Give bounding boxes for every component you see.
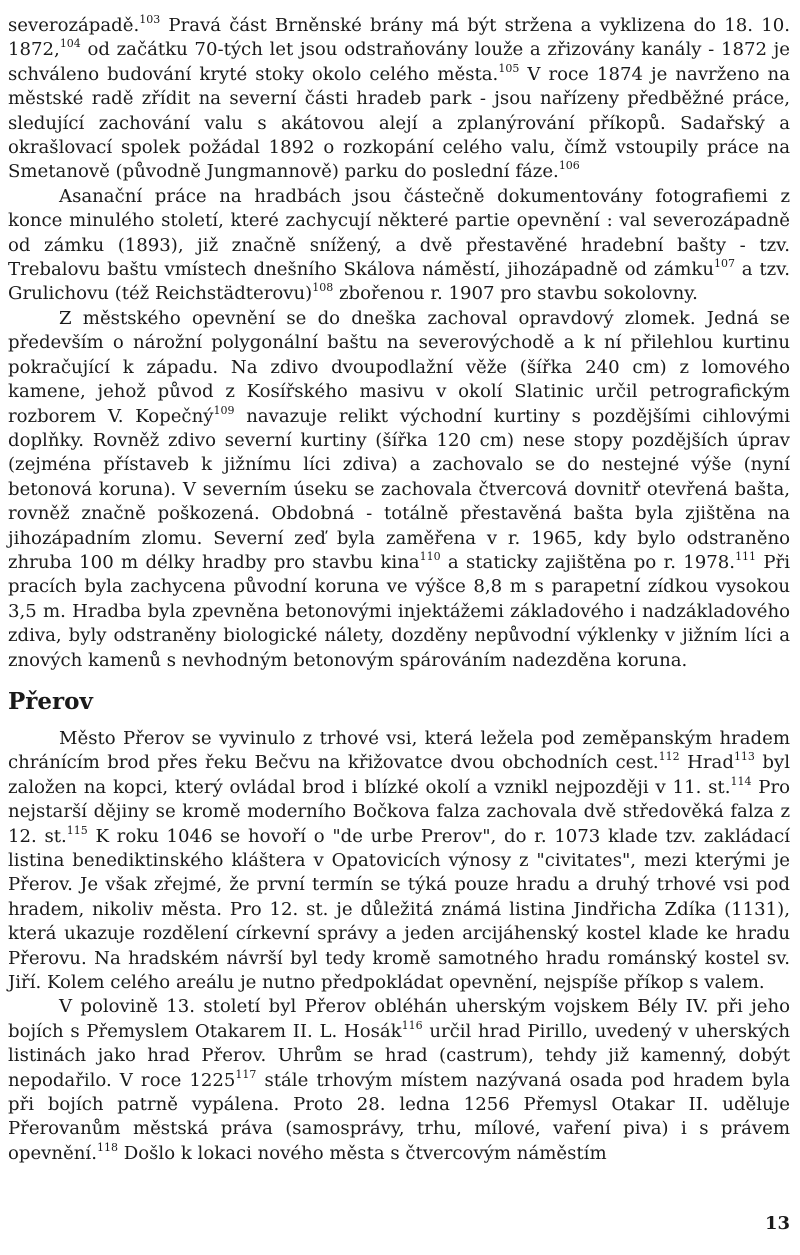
section-prerov — [8, 727, 790, 1166]
footnote-ref: 111 — [735, 549, 757, 563]
section-town-fortification — [8, 14, 790, 673]
paragraph: Asanační práce na hradbách jsou částečně dokumentovány fotografiemi z konce minulého století, které zachycují některé partie opevnění : val severozápadně od zámku (1893), již značně snížený, a dvě přestavěné hradební bašty - tzv. Trebalovu baštu vmístech dnešního Skálova náměstí, jihozápadně od zámku$^{107}$ a tzv. Grulichovu (též Reichstädterovu)$^{108}$ zbořenou r. 1907 pro stavbu sokolovny. — [8, 185, 790, 305]
footnote-ref: 118 — [96, 1140, 118, 1154]
paragraph: severozápadě.$^{103}$ Pravá část Brněnské brány má být stržena a vyklizena do 18. 10. 1872,$^{104}$ od začátku 70-tých let jsou odstraňovány louže a zřizovány kanály - 1872 je schváleno budování kryté stoky okolo celého města.$^{105}$ V roce 1874 je navrženo na městské radě zřídit na severní části hradeb park - jsou nařízeny předběžné práce, sledující zachování valu s akátovou alejí a zplanýrování příkopů. Sadařský a okrašlovací spolek požádal 1892 o rozkopání celého valu, čímž vstoupily práce na Smetanově (původně Jungmannově) parku do poslední fáze.$^{106}$ — [8, 12, 790, 183]
paragraph: V polovině 13. století byl Přerov obléhán uherským vojskem Bély IV. při jeho bojích s Přemyslem Otakarem II. L. Hosák$^{116}$ určil hrad Pirillo, uvedený v uherských listinách jako hrad Přerov. Uhrům se hrad (castrum), tehdy již kamenný, dobýt nepodařilo. V roce 1225$^{117}$ stále trhovým místem nazývaná osada pod hradem byla při bojích patrně vypálena. Proto 28. ledna 1256 Přemysl Otakar II. uděluje Přerovanům městská práva (samosprávy, trhu, mílové, vaření piva) i s právem opevnění.$^{118}$ Došlo k lokaci nového města s čtvercovým náměstím — [8, 996, 790, 1164]
footnote-ref: 104 — [59, 37, 81, 51]
footnote-ref: 114 — [730, 774, 752, 788]
footnote-ref: 103 — [139, 12, 161, 26]
footnote-ref: 113 — [733, 750, 755, 764]
body-text — [8, 14, 790, 1166]
footnote-ref: 108 — [312, 281, 334, 295]
footnote-ref: 112 — [658, 750, 680, 764]
footnote-ref: 116 — [401, 1018, 423, 1032]
footnote-ref: 106 — [558, 159, 580, 173]
footnote-ref: 109 — [213, 403, 235, 417]
section-heading: Přerov — [8, 687, 93, 715]
page-number: 13 — [764, 1213, 790, 1234]
footnote-ref: 110 — [419, 549, 441, 563]
footnote-ref: 117 — [235, 1067, 257, 1081]
footnote-ref: 115 — [66, 823, 88, 837]
footnote-ref: 105 — [498, 61, 520, 75]
footnote-ref: 107 — [714, 256, 736, 270]
paragraph: Z městského opevnění se do dneška zachoval opravdový zlomek. Jedná se především o nárožní polygonální baštu na severovýchodě a k ní přilehlou kurtinu pokračující k západu. Na zdivo dvoupodlažní věže (šířka 240 cm) z lomového kamene, jehož původ z Kosířského masivu v okolí Slatinic určil petrografickým rozborem V. Kopečný$^{109}$ navazuje relikt východní kurtiny s pozdějšími cihlovými doplňky. Rovněž zdivo severní kurtiny (šířka 120 cm) nese stopy pozdějších úprav (zejména přístaveb k jižnímu líci zdiva) a zachovalo se do nestejné výše (nyní betonová koruna). V severním úseku se zachovala čtvercová dovnitř otevřená bašta, rovněž značně poškozená. Obdobná - totálně přestavěná bašta byla zjištěna na jihozápadním zlomu. Severní zeď byla zaměřena v r. 1965, kdy bylo odstraněno zhruba 100 m délky hradby pro stavbu kina$^{110}$ a staticky zajištěna po r. 1978.$^{111}$ Při pracích byla zachycena původní koruna ve výšce 8,8 m s parapetní zídkou vysokou 3,5 m. Hradba byla zpevněna betonovými injektážemi základového i nadzákladového zdiva, byly odstraněny biologické nálety, dozděny nepůvodní výklenky v jižním líci a znových kamenů s nevhodným betonovým spárováním nadezděna koruna. — [8, 307, 791, 671]
paragraph: Město Přerov se vyvinulo z trhové vsi, která ležela pod zeměpanským hradem chránícím brod přes řeku Bečvu na křižovatce dvou obchodních cest.$^{112}$ Hrad$^{113}$ byl založen na kopci, který ovládal brod i blízké okolí a vznikl nejpozději v 11. st.$^{114}$ Pro nejstarší dějiny se kromě moderního Bočkova falza zachovala dvě středověká falza z 12. st.$^{115}$ K roku 1046 se hovoří o "de urbe Prerov", do r. 1073 klade tzv. zakládací listina benediktinského kláštera v Opatovicích výnosy z "civitates", mezi kterými je Přerov. Je však zřejmé, že první termín se týká pouze hradu a druhý trhové vsi pod hradem, nikoliv města. Pro 12. st. je důležitá známá listina Jindřicha Zdíka (1131), která ukazuje rozdělení církevní správy a jeden arcijáhenský kostel klade ke hradu Přerovu. Na hradském návrší byl tedy kromě samotného hradu románský kostel sv. Jiří. Kolem celého areálu je nutno předpokládat opevnění, nejspíše příkop s valem. — [8, 727, 791, 994]
